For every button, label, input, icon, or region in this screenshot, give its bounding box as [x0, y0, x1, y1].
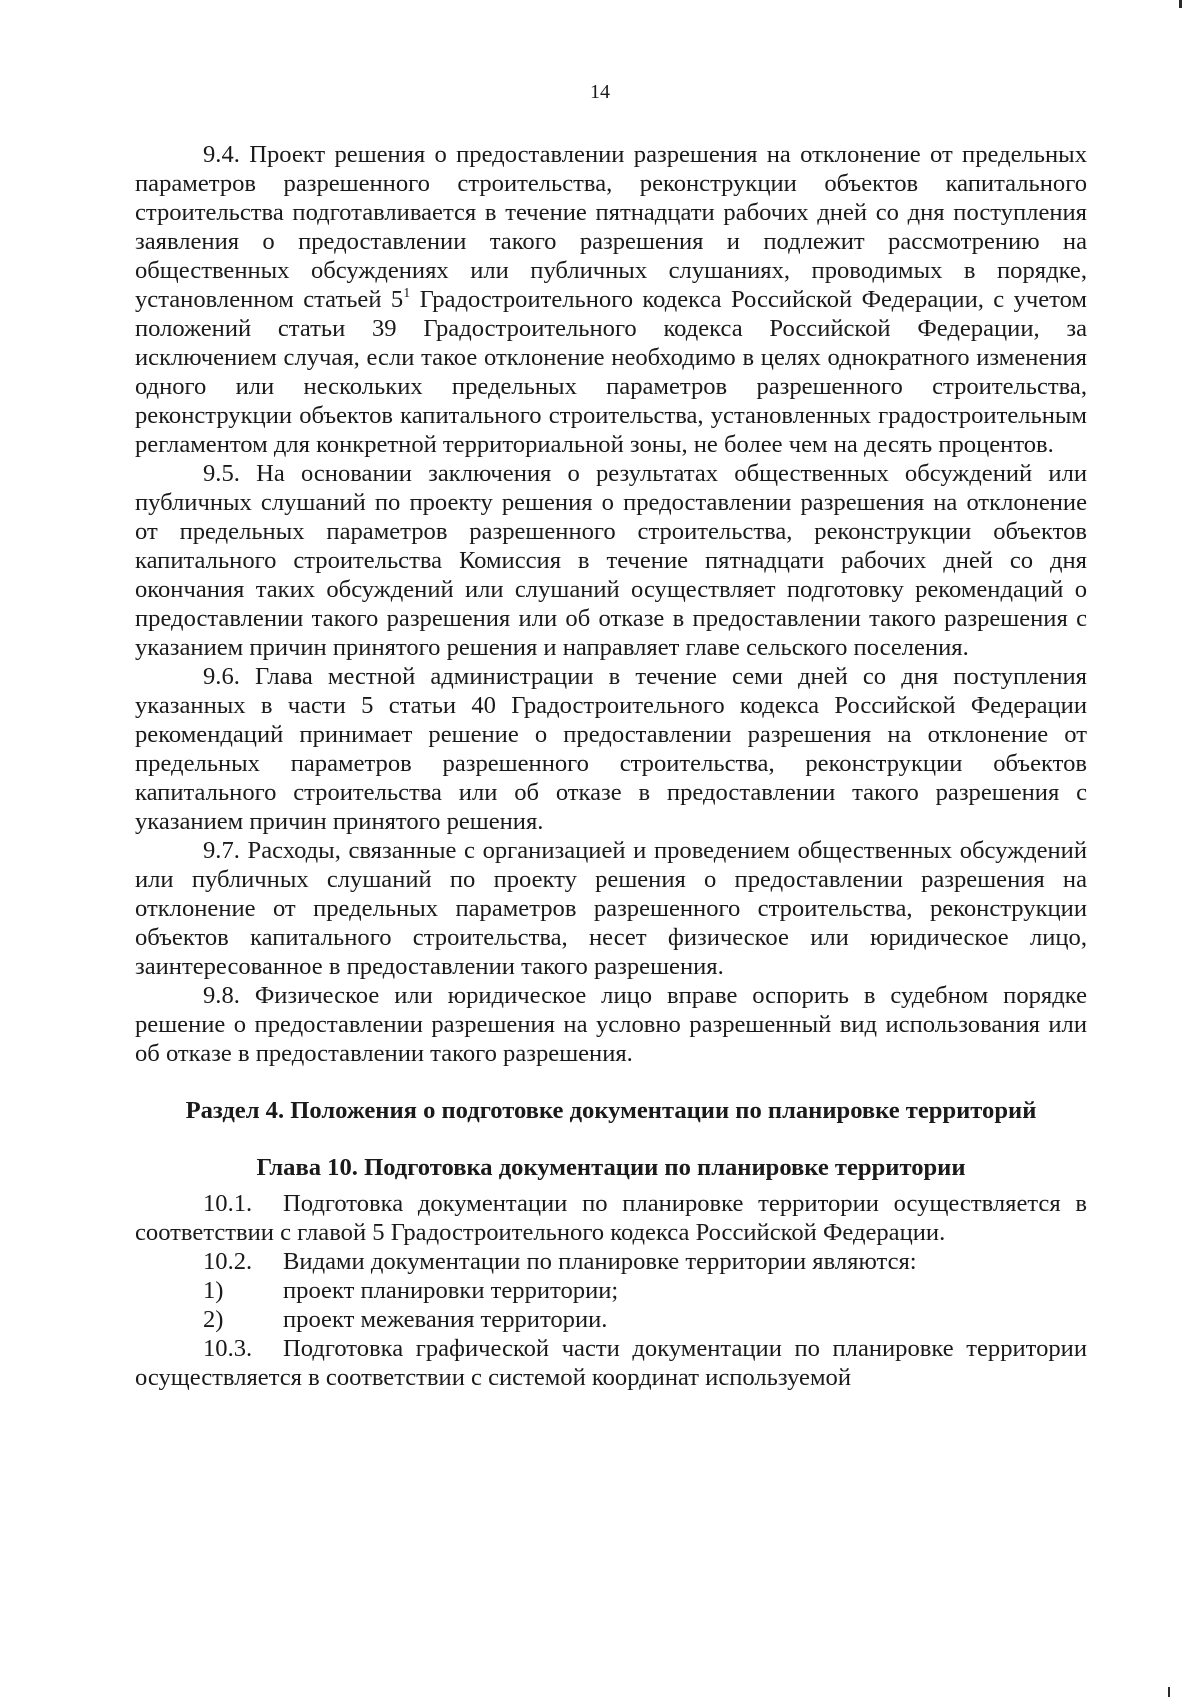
list-item [135, 1276, 1087, 1305]
scan-artifact-top-right [1179, 0, 1182, 8]
paragraph-text: Видами документации по планировке территории являются: [283, 1248, 917, 1275]
paragraph-text: Проект решения о предоставлении разрешения на отклонение от предельных параметров разрешенного строительства, реконструкции объектов капитального строительства подготавливается в течение пятнадцати рабочих дней со дня поступления заявления о предоставлении такого разрешения и подлежит рассмотрению на общественных обсуждениях или публичных слушаниях, проводимых в порядке, установленном статьей 5 [135, 141, 1087, 313]
document-body [135, 140, 1087, 1392]
paragraph-text: Расходы, связанные с организацией и проведением общественных обсуждений или публичных слушаний по проекту решения о предоставлении разрешения на отклонение от предельных параметров разрешенного строительства, реконструкции объектов капитального строительства, несет физическое или юридическое лицо, заинтересованное в предоставлении такого разрешения. [135, 837, 1087, 980]
page-number: 14 [590, 81, 610, 103]
paragraph-number: 10.3. [203, 1335, 253, 1362]
paragraph-9-6 [135, 662, 1087, 836]
list-item-text: проект межевания территории. [283, 1306, 608, 1333]
paragraph-number: 9.7. [203, 837, 240, 864]
paragraph-number: 9.6. [203, 663, 240, 690]
section-heading: Раздел 4. Положения о подготовке документации по планировке территорий [185, 1097, 1037, 1124]
paragraph-number: 9.8. [203, 982, 240, 1009]
paragraph-text-continued: Градостроительного кодекса Российской Федерации, с учетом положений статьи 39 Градостроительного кодекса Российской Федерации, за исключением случая, если такое отклонение необходимо в целях однократного изменения одного или нескольких предельных параметров разрешенного строительства, реконструкции объектов капитального строительства, установленных градостроительным регламентом для конкретной территориальной зоны, не более чем на десять процентов. [135, 286, 1087, 458]
list-item [135, 1305, 1087, 1334]
superscript: 1 [403, 286, 411, 301]
paragraph-number: 9.4. [203, 141, 240, 168]
paragraph-10-2 [135, 1247, 1087, 1276]
list-item-number: 2) [203, 1306, 224, 1333]
paragraph-number: 9.5. [203, 460, 240, 487]
paragraph-9-7 [135, 836, 1087, 981]
paragraph-number: 10.2. [203, 1248, 253, 1275]
list-item-number: 1) [203, 1277, 224, 1304]
paragraph-text: Глава местной администрации в течение семи дней со дня поступления указанных в части 5 статьи 40 Градостроительного кодекса Российской Федерации рекомендаций принимает решение о предоставлении разрешения на отклонение от предельных параметров разрешенного строительства, реконструкции объектов капитального строительства или об отказе в предоставлении такого разрешения с указанием причин принятого решения. [135, 663, 1087, 835]
paragraph-number: 10.1. [203, 1190, 253, 1217]
list-item-text: проект планировки территории; [283, 1277, 619, 1304]
paragraph-text: Подготовка графической части документации по планировке территории осуществляется в соответствии с системой координат используемой [135, 1335, 1087, 1391]
paragraph-text: Подготовка документации по планировке территории осуществляется в соответствии с главой 5 Градостроительного кодекса Российской Федерации. [135, 1190, 1087, 1246]
chapter-heading: Глава 10. Подготовка документации по планировке территории [256, 1154, 966, 1181]
paragraph-9-5 [135, 459, 1087, 662]
paragraph-text: На основании заключения о результатах общественных обсуждений или публичных слушаний по проекту решения о предоставлении разрешения на отклонение от предельных параметров разрешенного строительства, реконструкции объектов капитального строительства Комиссия в течение пятнадцати рабочих дней со дня окончания таких обсуждений или слушаний осуществляет подготовку рекомендаций о предоставлении такого разрешения или об отказе в предоставлении такого разрешения с указанием причин принятого решения и направляет главе сельского поселения. [135, 460, 1087, 661]
paragraph-text: Физическое или юридическое лицо вправе оспорить в судебном порядке решение о предоставлении разрешения на условно разрешенный вид использования или об отказе в предоставлении такого разрешения. [135, 982, 1087, 1067]
paragraph-9-8 [135, 981, 1087, 1068]
scan-artifact-bottom-right [1168, 1687, 1170, 1697]
paragraph-10-1 [135, 1189, 1087, 1247]
paragraph-10-3 [135, 1334, 1087, 1392]
paragraph-9-4 [135, 140, 1087, 459]
